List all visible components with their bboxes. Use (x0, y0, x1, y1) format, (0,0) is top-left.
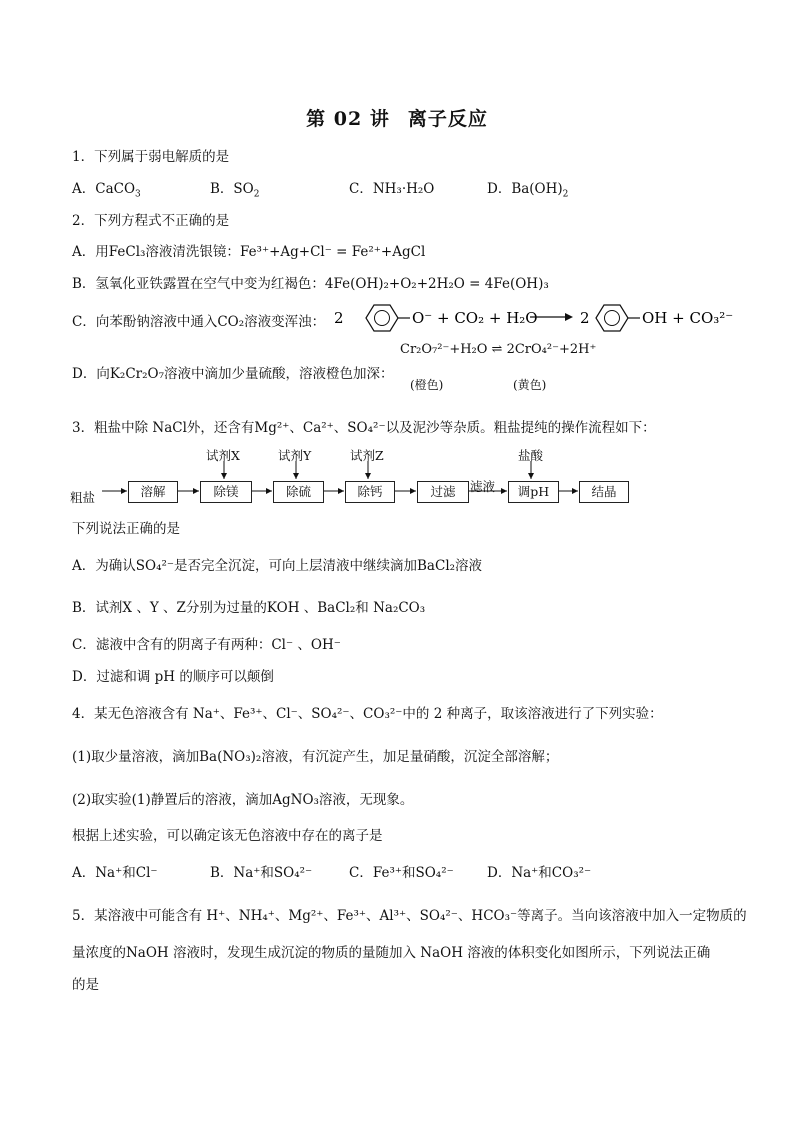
aromatic-circle-icon (605, 311, 620, 326)
q2-option-a: A．用FeCl₃溶液清洗银镜：Fe³⁺+Ag+Cl⁻ = Fe²⁺+AgCl (72, 244, 426, 260)
q3-option-c: C．滤液中含有的阴离子有两种：Cl⁻ 、OH⁻ (72, 637, 341, 653)
arrow-head-icon (565, 313, 573, 321)
lesson-topic: 离子反应 (407, 108, 488, 130)
lesson-number: 第 02 讲 (306, 108, 390, 130)
q5-line-2: 量浓度的NaOH 溶液时，发现生成沉淀的物质的量随加入 NaOH 溶液的体积变化如图所示，下列说法正确 (72, 945, 711, 961)
q4-step-2: (2)取实验(1)静置后的溶液，滴加AgNO₃溶液，无现象。 (72, 792, 414, 808)
flow-step-filter: 过滤 (417, 481, 469, 503)
benzene-ring-icon (596, 305, 628, 331)
q3-option-a: A．为确认SO₄²⁻是否完全沉淀，可向上层清液中继续滴加BaCl₂溶液 (72, 558, 483, 574)
q3-ask: 下列说法正确的是 (72, 521, 180, 537)
reagent-x-label: 试剂X (206, 448, 240, 463)
q5-line-3: 的是 (72, 977, 99, 993)
q1-option-d: D．$Ba(OH)_2$ (487, 181, 569, 200)
q3-stem: 3．粗盐中除 NaCl外，还含有Mg²⁺、Ca²⁺、SO₄²⁻以及泥沙等杂质。粗盐提纯的操作流程如下： (72, 420, 656, 436)
q4-option-b: B．Na⁺和SO₄²⁻ (210, 865, 313, 881)
benzene-ring-icon (366, 305, 398, 331)
reagent-z-label: 试剂Z (350, 448, 384, 463)
filtrate-label: 滤液 (470, 479, 496, 494)
eq-left-coefficient: 2 (334, 309, 344, 327)
flow-step-remove-sulfate: 除硫 (273, 481, 324, 503)
q4-option-d: D．Na⁺和CO₃²⁻ (487, 865, 592, 881)
q1-option-a: A．CaCO$_3$ (72, 181, 141, 200)
flow-start-label: 粗盐 (70, 490, 96, 505)
q5-line-1: 5．某溶液中可能含有 H⁺、NH₄⁺、Mg²⁺、Fe³⁺、Al³⁺、SO₄²⁻、HCO₃⁻等离子。当向该溶液中加入一定物质的 (72, 908, 747, 924)
flow-step-dissolve: 溶解 (128, 481, 178, 503)
flow-step-remove-ca: 除钙 (345, 481, 395, 503)
q3-option-d: D．过滤和调 pH 的顺序可以颠倒 (72, 669, 274, 685)
q4-option-a: A．Na⁺和Cl⁻ (72, 865, 158, 881)
q2-stem: 2．下列方程式不正确的是 (72, 213, 230, 229)
dichromate-equilibrium: Cr₂O₇²⁻+H₂O ⇌ 2CrO₄²⁻+2H⁺ (400, 342, 597, 357)
reagent-y-label: 试剂Y (278, 448, 312, 463)
flow-step-crystallize: 结晶 (579, 481, 629, 503)
q2-option-d: D．向K₂Cr₂O₇溶液中滴加少量硫酸，溶液橙色加深： (72, 366, 394, 382)
q2-option-b: B．氢氧化亚铁露置在空气中变为红褐色：4Fe(OH)₂+O₂+2H₂O = 4Fe(OH)₃ (72, 276, 549, 292)
q1-option-c: C．NH₃·H₂O (349, 181, 435, 197)
eq-right-tail: OH + CO₃²⁻ (642, 309, 734, 327)
eq-left-tail: O⁻ + CO₂ + H₂O (412, 309, 538, 327)
acid-label: 盐酸 (518, 448, 544, 463)
flow-step-remove-mg: 除镁 (200, 481, 252, 503)
page-title (0, 104, 794, 131)
q4-stem: 4．某无色溶液含有 Na⁺、Fe³⁺、Cl⁻、SO₄²⁻、CO₃²⁻中的 2 种离子，取该溶液进行了下列实验： (72, 706, 663, 722)
flow-step-adjust-ph: 调pH (508, 481, 559, 503)
aromatic-circle-icon (375, 311, 390, 326)
q3-option-b: B．试剂X 、Y 、Z分别为过量的KOH 、BaCl₂和 Na₂CO₃ (72, 600, 426, 616)
orange-label: (橙色) (410, 378, 444, 392)
q4-ask: 根据上述实验，可以确定该无色溶液中存在的离子是 (72, 828, 383, 844)
eq-right-coefficient: 2 (580, 309, 590, 327)
q1-stem: 1．下列属于弱电解质的是 (72, 149, 230, 165)
dichromate-equation (400, 342, 597, 392)
q2-b-equation: 4Fe(OH)₂+O₂+2H₂O = 4Fe(OH)₃ (324, 276, 549, 292)
phenoxide-equation (330, 295, 734, 341)
q4-step-1: (1)取少量溶液，滴加Ba(NO₃)₂溶液，有沉淀产生，加足量硝酸，沉淀全部溶解； (72, 749, 559, 765)
yellow-label: (黄色) (513, 378, 547, 392)
q2-option-c: C．向苯酚钠溶液中通入CO₂溶液变浑浊： (72, 314, 326, 330)
q1-option-b: B．$SO_2$ (210, 181, 260, 200)
q4-option-c: C．Fe³⁺和SO₄²⁻ (349, 865, 454, 881)
q2-a-equation: Fe³⁺+Ag+Cl⁻ = Fe²⁺+AgCl (239, 244, 426, 260)
